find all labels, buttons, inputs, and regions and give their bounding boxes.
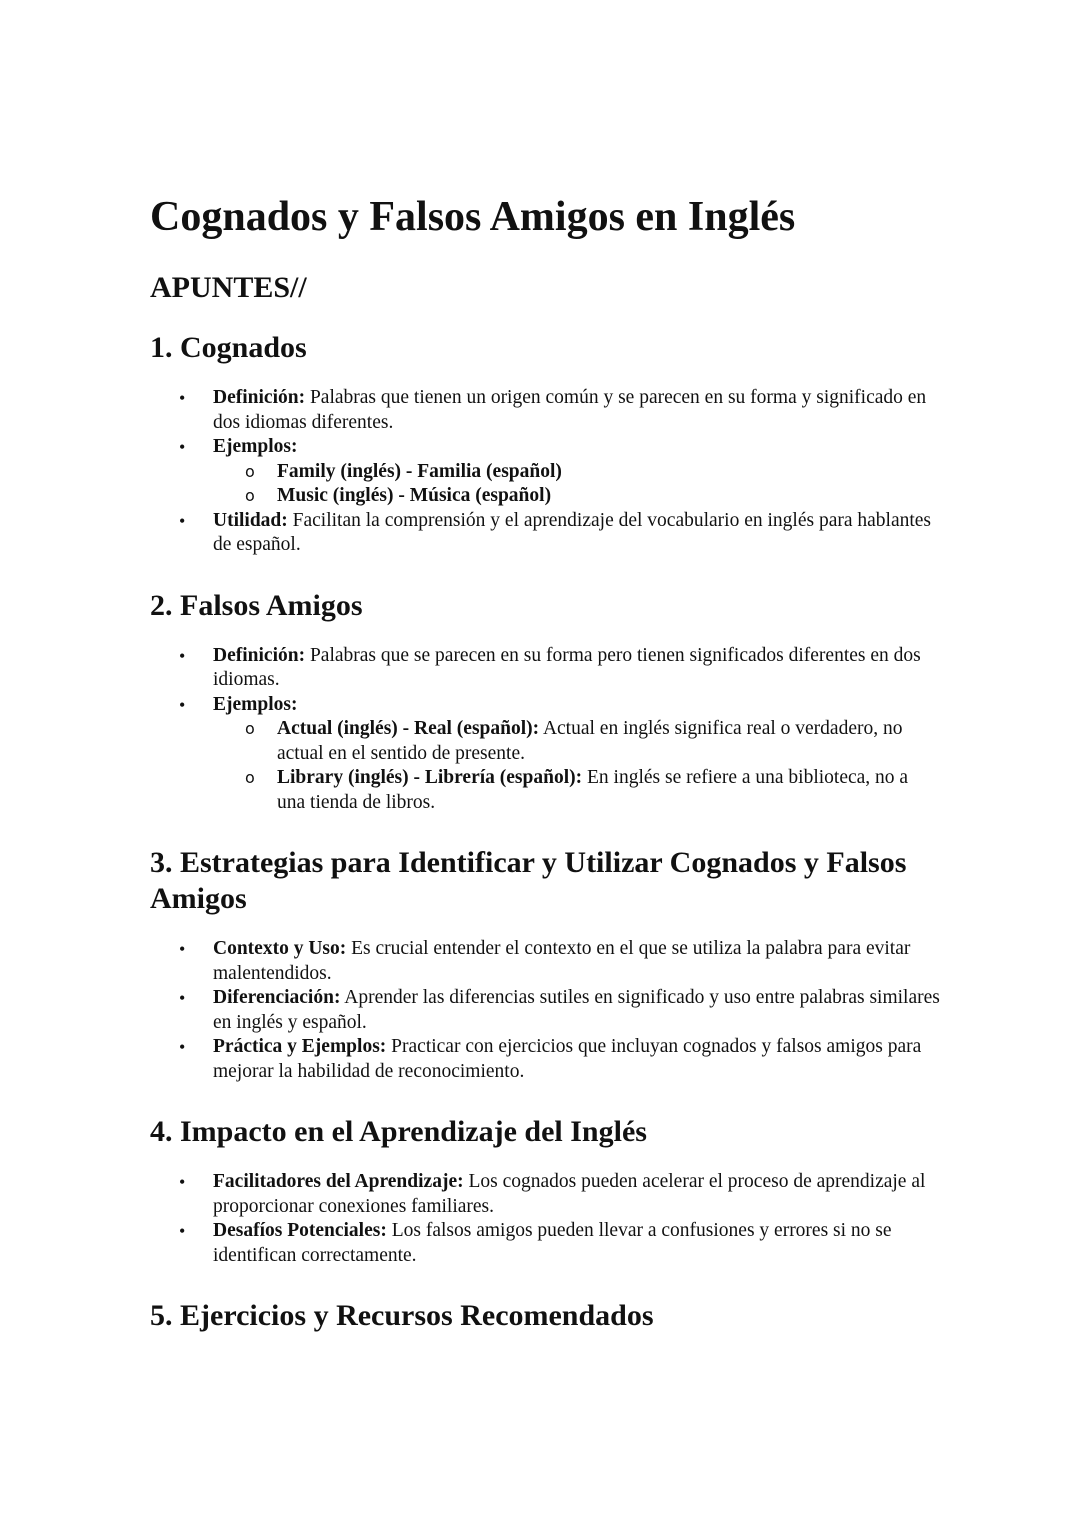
examples-sublist bbox=[213, 717, 940, 815]
section-2-list bbox=[150, 644, 940, 816]
example-text: Music (inglés) - Música (español) bbox=[277, 485, 552, 506]
item-label: Contexto y Uso: bbox=[213, 938, 347, 959]
example-text: Actual en inglés significa real o verdadero, no actual en el sentido de presente. bbox=[277, 718, 903, 764]
sublist-item bbox=[213, 484, 940, 509]
item-text: Es crucial entender el contexto en el que se utiliza la palabra para evitar malentendidos. bbox=[213, 938, 911, 984]
item-text: Aprender las diferencias sutiles en significado y uso entre palabras similares en inglés y español. bbox=[213, 987, 940, 1033]
document-page bbox=[150, 190, 940, 1354]
item-text: Facilitan la comprensión y el aprendizaje del vocabulario en inglés para hablantes de español. bbox=[213, 509, 932, 555]
list-item bbox=[150, 693, 940, 816]
section-1-list bbox=[150, 386, 940, 558]
sublist-item bbox=[213, 717, 940, 766]
example-label: Actual (inglés) - Real (español): bbox=[277, 718, 540, 739]
sublist-item bbox=[213, 460, 940, 485]
section-5-title: 5. Ejercicios y Recursos Recomendados bbox=[150, 1299, 654, 1332]
section-2-title: 2. Falsos Amigos bbox=[150, 588, 363, 622]
list-item bbox=[150, 386, 940, 435]
apuntes-heading: APUNTES// bbox=[150, 271, 307, 304]
example-label: Library (inglés) - Librería (español): bbox=[277, 767, 583, 788]
list-item bbox=[150, 1035, 940, 1084]
section-4-title: 4. Impacto en el Aprendizaje del Inglés bbox=[150, 1115, 647, 1148]
example-text: Family (inglés) - Familia (español) bbox=[277, 460, 562, 482]
examples-sublist bbox=[213, 460, 940, 509]
item-text: Los cognados pueden acelerar el proceso de aprendizaje al proporcionar conexiones familiares. bbox=[213, 1171, 926, 1217]
list-item bbox=[150, 986, 940, 1035]
item-text: Palabras que se parecen en su forma pero tienen significados diferentes en dos idiomas. bbox=[213, 644, 921, 690]
list-item bbox=[150, 937, 940, 986]
item-text: Los falsos amigos pueden llevar a confusiones y errores si no se identifican correctamente. bbox=[213, 1220, 892, 1266]
document-title: Cognados y Falsos Amigos en Inglés bbox=[150, 194, 796, 240]
item-label: Definición: bbox=[213, 387, 306, 408]
item-label: Desafíos Potenciales: bbox=[213, 1220, 387, 1241]
item-text: Palabras que tienen un origen común y se parecen en su forma y significado en dos idiomas diferentes. bbox=[213, 387, 927, 433]
list-item bbox=[150, 1170, 940, 1219]
example-text: En inglés se refiere a una biblioteca, no a una tienda de libros. bbox=[277, 767, 909, 813]
list-item bbox=[150, 1219, 940, 1268]
section-1-title: 1. Cognados bbox=[150, 331, 307, 364]
sublist-item bbox=[213, 766, 940, 815]
item-label: Definición: bbox=[213, 644, 306, 666]
list-item bbox=[150, 509, 940, 558]
item-label: Ejemplos: bbox=[213, 693, 298, 715]
section-3-title: 3. Estrategias para Identificar y Utilizar Cognados y Falsos Amigos bbox=[150, 846, 907, 915]
list-item bbox=[150, 435, 940, 509]
item-label: Facilitadores del Aprendizaje: bbox=[213, 1171, 464, 1192]
list-item bbox=[150, 644, 940, 693]
item-label: Diferenciación: bbox=[213, 987, 341, 1008]
item-label: Ejemplos: bbox=[213, 436, 298, 457]
item-text: Practicar con ejercicios que incluyan cognados y falsos amigos para mejorar la habilidad de reconocimiento. bbox=[213, 1036, 922, 1082]
item-label: Utilidad: bbox=[213, 509, 288, 531]
section-3-list bbox=[150, 937, 940, 1084]
section-4-list bbox=[150, 1170, 940, 1268]
item-label: Práctica y Ejemplos: bbox=[213, 1036, 387, 1057]
